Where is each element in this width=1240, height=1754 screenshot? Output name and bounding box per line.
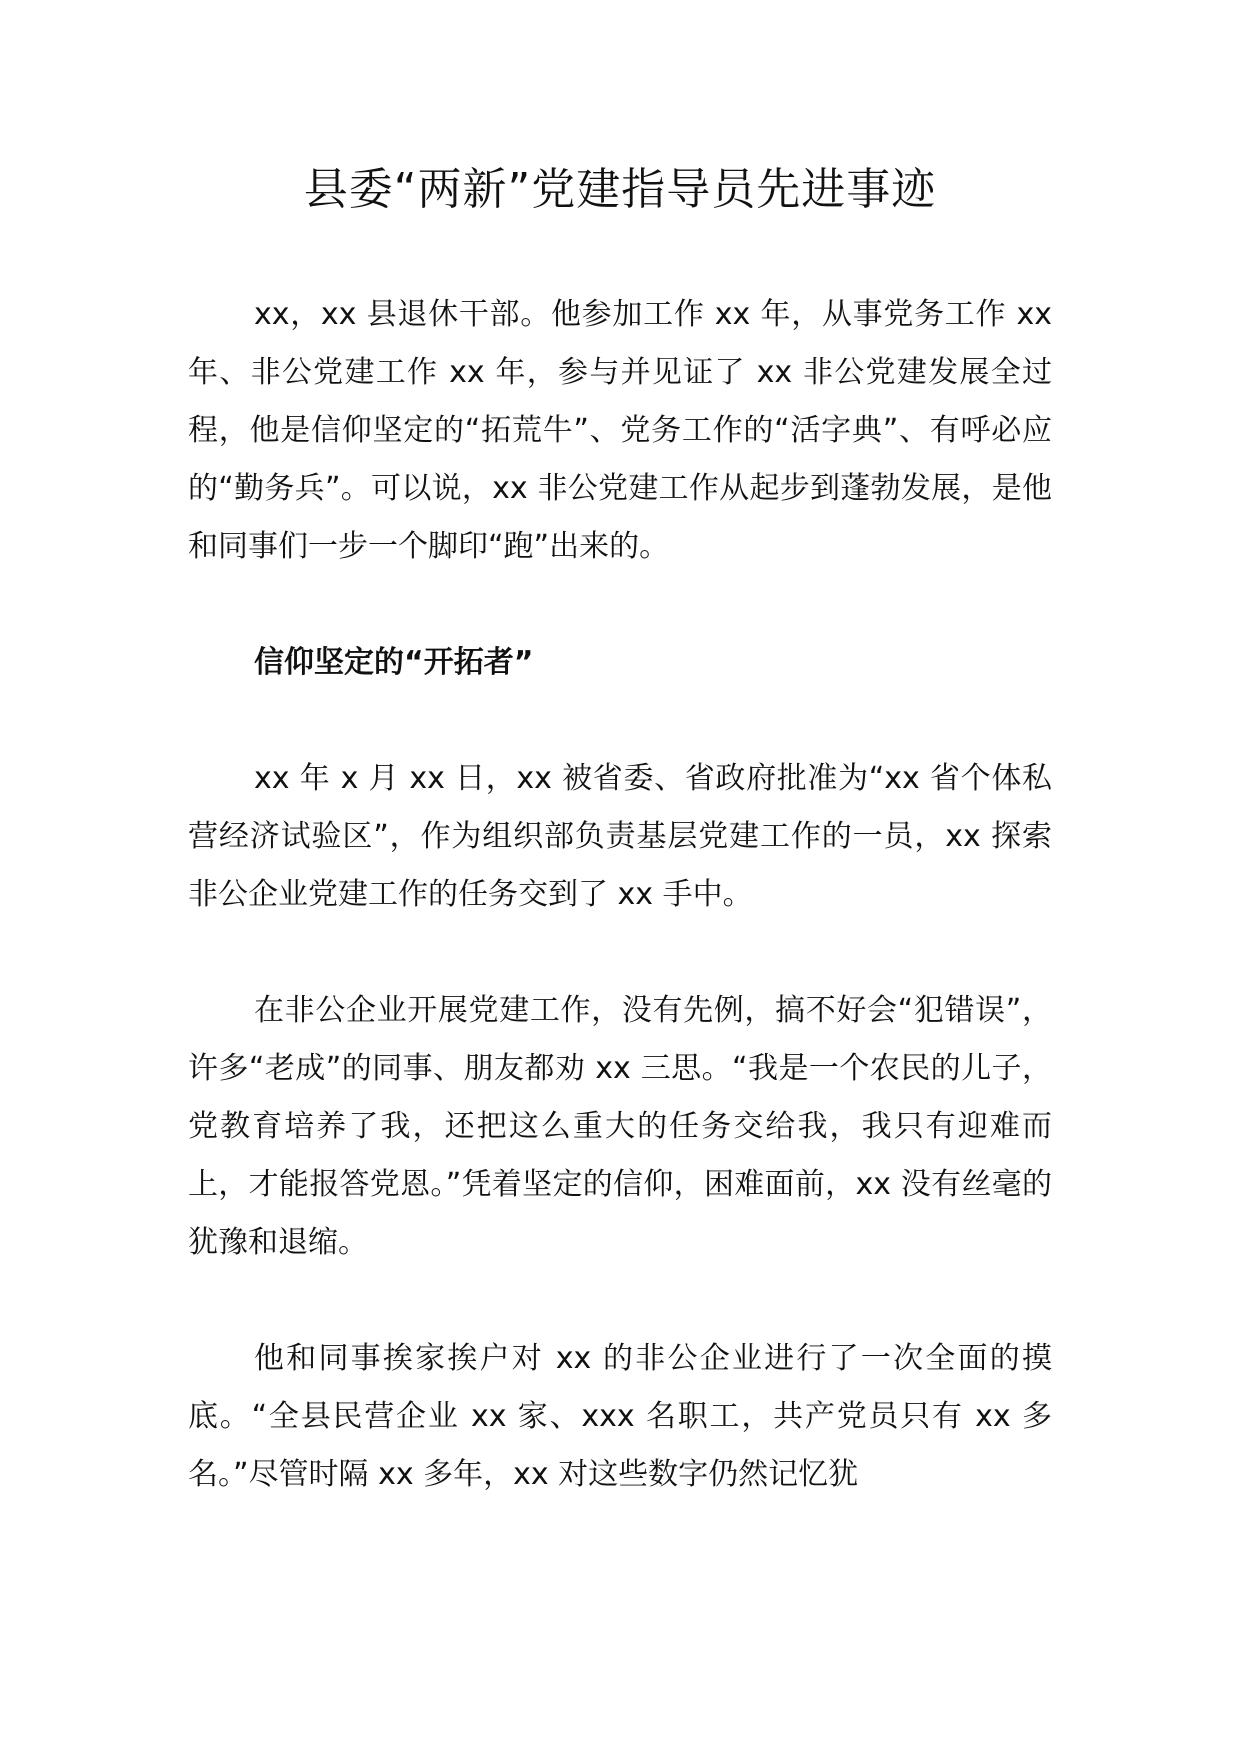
document-body (188, 286, 1052, 1504)
paragraph-spacer (188, 576, 1052, 634)
section-heading: 信仰坚定的“开拓者” (254, 645, 534, 680)
paragraph-4: 他和同事挨家挨户对 xx 的非公企业进行了一次全面的摸底。“全县民营企业 xx 家、xxx 名职工，共产党员只有 xx 多名。”尽管时隔 xx 多年，xx 对这些数字仍然记忆犹 (188, 1341, 1052, 1492)
paragraph-3: 在非公企业开展党建工作，没有先例，搞不好会“犯错误”，许多“老成”的同事、朋友都劝 xx 三思。“我是一个农民的儿子，党教育培养了我，还把这么重大的任务交给我，我只有迎难而上，才能报答党恩。”凭着坚定的信仰，困难面前，xx 没有丝毫的犹豫和退缩。 (188, 993, 1052, 1260)
paragraph-spacer (188, 1272, 1052, 1330)
paragraph-spacer (188, 924, 1052, 982)
paragraph-2: xx 年 x 月 xx 日，xx 被省委、省政府批准为“xx 省个体私营经济试验区”，作为组织部负责基层党建工作的一员，xx 探索非公企业党建工作的任务交到了 xx 手中。 (188, 761, 1052, 912)
paragraph-intro: xx，xx 县退休干部。他参加工作 xx 年，从事党务工作 xx 年、非公党建工作 xx 年，参与并见证了 xx 非公党建发展全过程，他是信仰坚定的“拓荒牛”、党务工作的“活字典”、有呼必应的“勤务兵”。可以说，xx 非公党建工作从起步到蓬勃发展，是他和同事们一步一个脚印“跑”出来的。 (188, 297, 1052, 564)
paragraph-spacer (188, 692, 1052, 750)
document-title: 县委“两新”党建指导员先进事迹 (303, 164, 937, 215)
